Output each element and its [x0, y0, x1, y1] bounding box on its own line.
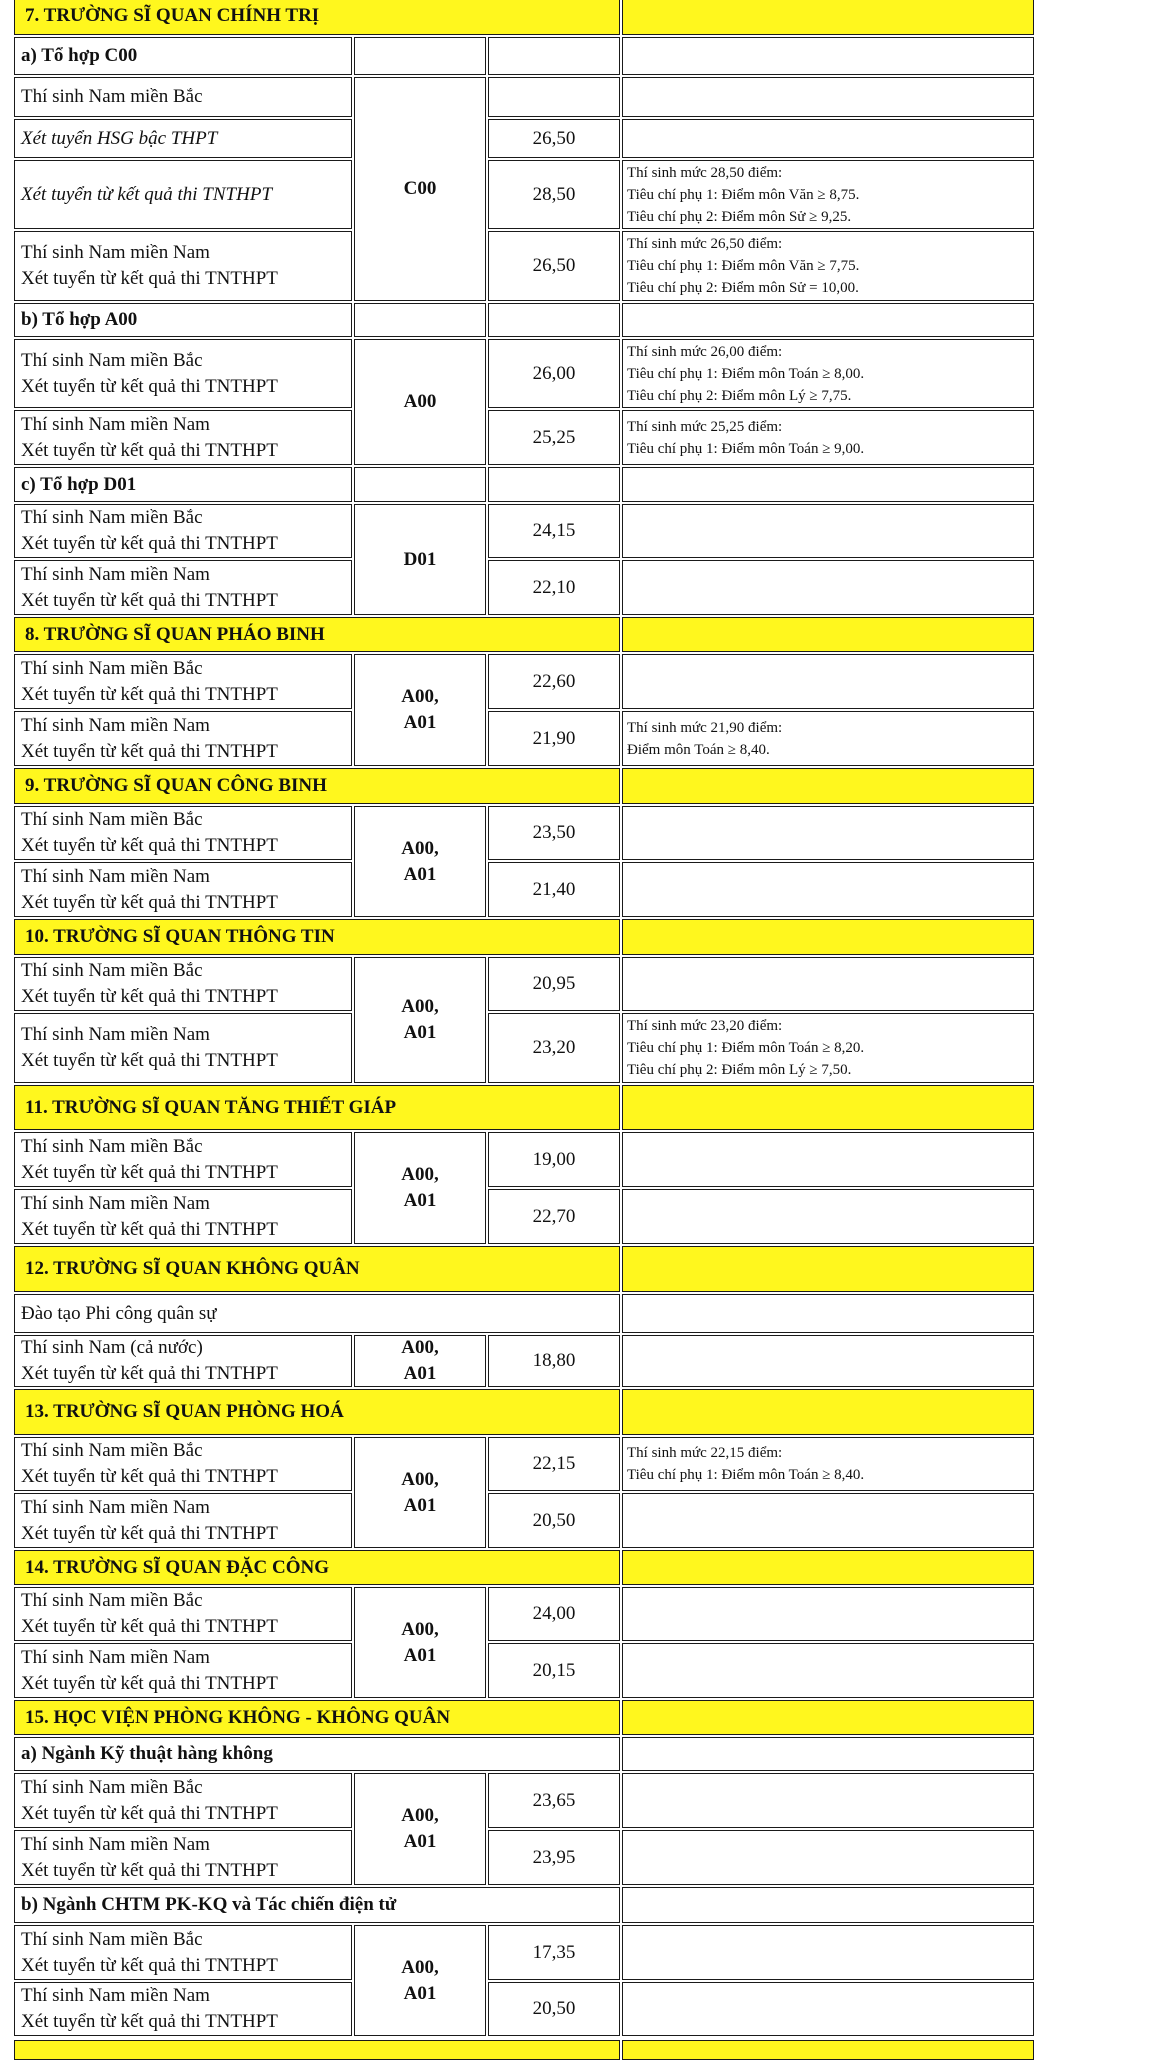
table-row [14, 119, 352, 158]
subsection-label-cell [14, 303, 352, 337]
score-cell [488, 654, 620, 709]
score-cell [488, 1132, 620, 1187]
subsection-label-cell [14, 1294, 620, 1333]
admission-score: 24,00 [532, 1603, 576, 1624]
subject-combination-code: A00, A01 [401, 996, 439, 1043]
admission-score: 28,50 [532, 183, 576, 205]
note-cell [622, 303, 1034, 337]
candidate-label: Xét tuyển từ kết quả thi TNTHPT [21, 183, 273, 205]
subject-combination-cell [354, 1132, 486, 1244]
code-cell [354, 37, 486, 75]
table-row [14, 504, 352, 558]
section-title: 14. TRƯỜNG SĨ QUAN ĐẶC CÔNG [25, 1556, 330, 1578]
tiebreak-note: Thí sinh mức 28,50 điểm: Tiêu chí phụ 1: Điểm môn Văn ≥ 8,75. Tiêu chí phụ 2: Điểm môn Sử ≥ 9,25. [627, 164, 860, 225]
admission-score: 26,50 [532, 255, 576, 276]
candidate-label: Thí sinh Nam miền Bắc Xét tuyển từ kết quả thi TNTHPT [21, 507, 278, 554]
table-row [14, 1643, 352, 1698]
section-header [14, 2040, 620, 2060]
score-cell [488, 862, 620, 917]
candidate-label: Thí sinh Nam miền Bắc Xét tuyển từ kết quả thi TNTHPT [21, 349, 278, 397]
candidate-label: Xét tuyển HSG bậc THPT [21, 127, 218, 149]
code-cell [354, 303, 486, 337]
note-cell [622, 1737, 1034, 1771]
table-row [14, 1982, 352, 2036]
note-cell [622, 410, 1034, 465]
candidate-label: Thí sinh Nam miền Nam Xét tuyển từ kết quả thi TNTHPT [21, 1833, 278, 1881]
score-cell [488, 806, 620, 860]
note-cell [622, 1643, 1034, 1698]
subject-combination-cell [354, 957, 486, 1083]
admission-score: 22,15 [532, 1453, 576, 1474]
admission-score: 23,20 [532, 1037, 576, 1058]
table-row [14, 1335, 352, 1387]
admission-score: 25,25 [532, 426, 576, 448]
section-header-note-cell [622, 919, 1034, 955]
table-row [14, 806, 352, 860]
admission-score: 22,70 [532, 1205, 576, 1227]
note-cell [622, 160, 1034, 229]
note-cell [622, 1773, 1034, 1828]
candidate-label: Thí sinh Nam miền Nam Xét tuyển từ kết quả thi TNTHPT [21, 1496, 278, 1544]
table-row [14, 1773, 352, 1828]
section-title: 9. TRƯỜNG SĨ QUAN CÔNG BINH [25, 775, 327, 796]
subject-combination-code: A00, A01 [401, 1956, 439, 2004]
subject-combination-code: A00 [403, 391, 437, 412]
admission-score: 20,50 [532, 1509, 576, 1531]
tiebreak-note: Thí sinh mức 26,50 điểm: Tiêu chí phụ 1: Điểm môn Văn ≥ 7,75. Tiêu chí phụ 2: Điểm môn Sử = 10,00. [627, 236, 860, 296]
section-header [14, 919, 620, 955]
score-cell [488, 1643, 620, 1698]
subsection-title: b) Tổ hợp A00 [21, 309, 138, 330]
candidate-label: Thí sinh Nam miền Bắc Xét tuyển từ kết quả thi TNTHPT [21, 657, 278, 705]
candidate-label: Thí sinh Nam miền Bắc Xét tuyển từ kết quả thi TNTHPT [21, 809, 278, 856]
subject-combination-cell [354, 806, 486, 917]
table-row [14, 1189, 352, 1244]
section-header [14, 1246, 620, 1292]
candidate-label: Thí sinh Nam miền Nam Xét tuyển từ kết quả thi TNTHPT [21, 1985, 278, 2032]
score-cell [488, 160, 620, 229]
table-row [14, 654, 352, 709]
score-cell [488, 119, 620, 158]
candidate-label: Thí sinh Nam miền Nam Xét tuyển từ kết quả thi TNTHPT [21, 714, 278, 762]
subject-combination-code: A00, A01 [401, 1805, 439, 1852]
table-row [14, 410, 352, 465]
candidate-label: Thí sinh Nam miền Nam Xét tuyển từ kết quả thi TNTHPT [21, 1192, 278, 1240]
admission-score: 26,00 [532, 362, 576, 384]
table-row [14, 77, 352, 117]
score-cell [488, 711, 620, 766]
score-cell [488, 1830, 620, 1885]
admission-score: 26,50 [532, 127, 576, 149]
note-cell [622, 467, 1034, 502]
note-cell [622, 862, 1034, 917]
section-header-note-cell [622, 1389, 1034, 1435]
table-row [14, 1437, 352, 1491]
subsection-title: b) Ngành CHTM PK-KQ và Tác chiến điện tử [21, 1894, 397, 1915]
admission-score: 23,65 [532, 1789, 576, 1811]
subject-combination-cell [354, 1587, 486, 1698]
table-row [14, 231, 352, 301]
admission-score: 23,50 [532, 822, 576, 843]
candidate-label: Thí sinh Nam miền Nam Xét tuyển từ kết quả thi TNTHPT [21, 563, 278, 611]
subject-combination-code: D01 [403, 548, 437, 570]
table-row [14, 339, 352, 408]
score-cell [488, 560, 620, 615]
section-header [14, 1700, 620, 1735]
score-cell [488, 467, 620, 502]
section-header [14, 617, 620, 652]
score-cell [488, 1925, 620, 1980]
table-row [14, 1925, 352, 1980]
table-row [14, 560, 352, 615]
subject-combination-code: A00, A01 [401, 686, 439, 733]
admission-score: 24,15 [532, 520, 576, 541]
section-header-note-cell [622, 2040, 1034, 2060]
note-cell [622, 1887, 1034, 1923]
admission-score: 20,50 [532, 1998, 576, 2019]
note-cell [622, 1189, 1034, 1244]
tiebreak-note: Thí sinh mức 25,25 điểm: Tiêu chí phụ 1: Điểm môn Toán ≥ 9,00. [627, 418, 865, 457]
tiebreak-note: Thí sinh mức 26,00 điểm: Tiêu chí phụ 1: Điểm môn Toán ≥ 8,00. Tiêu chí phụ 2: Điểm môn Lý ≥ 7,75. [627, 343, 865, 404]
tiebreak-note: Thí sinh mức 22,15 điểm: Tiêu chí phụ 1: Điểm môn Toán ≥ 8,40. [627, 1445, 865, 1483]
note-cell [622, 957, 1034, 1011]
section-header-note-cell [622, 617, 1034, 652]
section-header-note-cell [622, 1550, 1034, 1585]
score-cell [488, 1587, 620, 1641]
score-cell [488, 957, 620, 1011]
note-cell [622, 1294, 1034, 1333]
section-title: 10. TRƯỜNG SĨ QUAN THÔNG TIN [25, 926, 335, 947]
section-header [14, 1085, 620, 1130]
subject-combination-code: A00, A01 [401, 837, 439, 885]
note-cell [622, 1132, 1034, 1187]
note-cell [622, 37, 1034, 75]
note-cell [622, 654, 1034, 709]
candidate-label: Thí sinh Nam miền Bắc Xét tuyển từ kết quả thi TNTHPT [21, 960, 278, 1007]
score-cell [488, 1773, 620, 1828]
tiebreak-note: Thí sinh mức 21,90 điểm: Điểm môn Toán ≥ 8,40. [627, 719, 783, 758]
table-row [14, 1587, 352, 1641]
section-header [14, 1389, 620, 1435]
score-cell [488, 1013, 620, 1083]
subject-combination-code: A00, A01 [401, 1337, 439, 1384]
candidate-label: Thí sinh Nam miền Bắc Xét tuyển từ kết quả thi TNTHPT [21, 1135, 278, 1183]
candidate-label: Thí sinh Nam miền Nam Xét tuyển từ kết quả thi TNTHPT [21, 1024, 278, 1071]
subject-combination-code: C00 [403, 178, 437, 199]
subsection-label-cell [14, 1887, 620, 1923]
note-cell [622, 1437, 1034, 1491]
section-title: 13. TRƯỜNG SĨ QUAN PHÒNG HOÁ [25, 1401, 344, 1422]
section-title: 15. HỌC VIỆN PHÒNG KHÔNG - KHÔNG QUÂN [25, 1706, 451, 1728]
score-cell [488, 504, 620, 558]
section-title: 7. TRƯỜNG SĨ QUAN CHÍNH TRỊ [25, 4, 320, 26]
table-row [14, 1013, 352, 1083]
section-title: 11. TRƯỜNG SĨ QUAN TĂNG THIẾT GIÁP [25, 1096, 397, 1118]
subject-combination-cell [354, 654, 486, 766]
section-title: 12. TRƯỜNG SĨ QUAN KHÔNG QUÂN [25, 1258, 360, 1279]
section-header-note-cell [622, 0, 1034, 35]
score-cell [488, 1982, 620, 2036]
subsection-label-cell [14, 1737, 620, 1771]
subject-combination-code: A00, A01 [401, 1618, 439, 1666]
note-cell [622, 1587, 1034, 1641]
subject-combination-cell [354, 339, 486, 465]
subject-combination-cell [354, 77, 486, 301]
admission-score: 19,00 [532, 1148, 576, 1170]
table-row [14, 711, 352, 766]
note-cell [622, 1493, 1034, 1548]
subsection-label-cell [14, 467, 352, 502]
subject-combination-cell [354, 1925, 486, 2036]
note-cell [622, 1982, 1034, 2036]
score-cell [488, 1189, 620, 1244]
section-header [14, 0, 620, 35]
admission-score: 22,60 [532, 670, 576, 692]
admission-score: 18,80 [532, 1350, 576, 1371]
subsection-title: a) Tổ hợp C00 [21, 45, 138, 66]
subsection-title: c) Tổ hợp D01 [21, 473, 137, 495]
note-cell [622, 231, 1034, 301]
admission-score: 20,95 [532, 973, 576, 994]
note-cell [622, 119, 1034, 158]
note-cell [622, 504, 1034, 558]
subsection-title: Đào tạo Phi công quân sự [21, 1302, 217, 1324]
admission-score: 23,95 [532, 1846, 576, 1868]
subject-combination-cell [354, 1437, 486, 1548]
subject-combination-code: A00, A01 [401, 1164, 439, 1211]
candidate-label: Thí sinh Nam miền Bắc Xét tuyển từ kết quả thi TNTHPT [21, 1776, 278, 1824]
section-header [14, 1550, 620, 1585]
note-cell [622, 1925, 1034, 1980]
candidate-label: Thí sinh Nam miền Bắc Xét tuyển từ kết quả thi TNTHPT [21, 1590, 278, 1637]
candidate-label: Thí sinh Nam miền Nam Xét tuyển từ kết quả thi TNTHPT [21, 865, 278, 913]
subject-combination-cell [354, 1773, 486, 1885]
admission-score: 21,90 [532, 727, 576, 749]
score-cell [488, 1437, 620, 1491]
score-cell [488, 303, 620, 337]
note-cell [622, 560, 1034, 615]
note-cell [622, 77, 1034, 117]
table-row [14, 160, 352, 229]
score-cell [488, 37, 620, 75]
admission-score: 21,40 [532, 878, 576, 900]
tiebreak-note: Thí sinh mức 23,20 điểm: Tiêu chí phụ 1: Điểm môn Toán ≥ 8,20. Tiêu chí phụ 2: Điểm môn Lý ≥ 7,50. [627, 1018, 865, 1078]
candidate-label: Thí sinh Nam (cả nước) Xét tuyển từ kết quả thi TNTHPT [21, 1337, 278, 1384]
section-header-note-cell [622, 1246, 1034, 1292]
admission-score: 17,35 [532, 1941, 576, 1963]
note-cell [622, 1830, 1034, 1885]
admission-score: 22,10 [532, 576, 576, 598]
candidate-label: Thí sinh Nam miền Nam Xét tuyển từ kết quả thi TNTHPT [21, 242, 278, 289]
note-cell [622, 1013, 1034, 1083]
table-row [14, 862, 352, 917]
subsection-title: a) Ngành Kỹ thuật hàng không [21, 1743, 273, 1764]
section-header [14, 768, 620, 804]
subsection-label-cell [14, 37, 352, 75]
code-cell [354, 467, 486, 502]
candidate-label: Thí sinh Nam miền Bắc Xét tuyển từ kết quả thi TNTHPT [21, 1928, 278, 1976]
subject-combination-cell [354, 1335, 486, 1387]
note-cell [622, 806, 1034, 860]
section-title: 8. TRƯỜNG SĨ QUAN PHÁO BINH [25, 623, 325, 645]
subject-combination-code: A00, A01 [401, 1468, 439, 1516]
table-row [14, 957, 352, 1011]
note-cell [622, 711, 1034, 766]
score-cell [488, 339, 620, 408]
note-cell [622, 339, 1034, 408]
subject-combination-cell [354, 504, 486, 615]
table-row [14, 1493, 352, 1548]
candidate-label: Thí sinh Nam miền Nam Xét tuyển từ kết quả thi TNTHPT [21, 1646, 278, 1694]
table-row [14, 1830, 352, 1885]
score-cell [488, 1493, 620, 1548]
admission-score: 20,15 [532, 1659, 576, 1681]
section-header-note-cell [622, 1700, 1034, 1735]
score-cell [488, 77, 620, 117]
candidate-label: Thí sinh Nam miền Bắc [21, 86, 203, 107]
section-header-note-cell [622, 768, 1034, 804]
score-cell [488, 410, 620, 465]
score-cell [488, 1335, 620, 1387]
candidate-label: Thí sinh Nam miền Bắc Xét tuyển từ kết quả thi TNTHPT [21, 1440, 278, 1487]
note-cell [622, 1335, 1034, 1387]
candidate-label: Thí sinh Nam miền Nam Xét tuyển từ kết quả thi TNTHPT [21, 413, 278, 461]
section-header-note-cell [622, 1085, 1034, 1130]
table-row [14, 1132, 352, 1187]
score-cell [488, 231, 620, 301]
